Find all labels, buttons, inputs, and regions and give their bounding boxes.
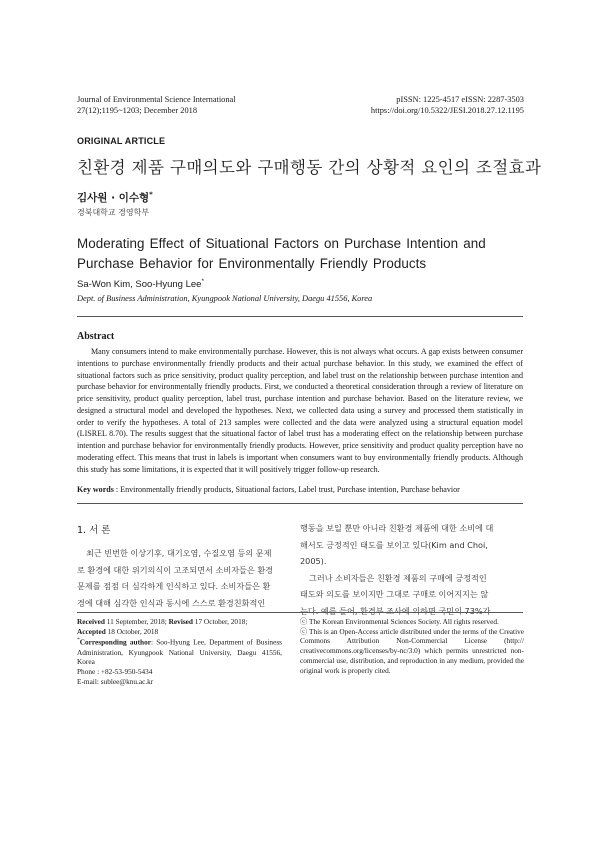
intro-right-column	[300, 520, 524, 619]
english-title-line-2: Purchase Behavior for Environmentally Friendly Products	[77, 256, 427, 271]
body-line: 행동을 보일 뿐만 아니라 친환경 제품에 대한 소비에 대	[300, 523, 494, 533]
divider	[77, 316, 523, 317]
abstract-heading: Abstract	[77, 331, 115, 342]
korean-author-names: 김사원 · 이수형	[77, 192, 150, 204]
abstract-body: Many consumers intend to make environmentally purchase. However, this is not always what occurs. A gap exists between consumer intentions to purchase environmentally friendly products and their actual purchase behavior. In this study, we examined the effect of situational factors such as price sensitivity, product quality perception, and label trust on the relationship between purchase intention and purchase behavior for environmentally friendly products. First, we conducted a theoretical consideration through a review of literature on price sensitivity, product quality perception, label trust, purchase intention and purchase behavior. Based on the literature review, we designed a structural model and developed the hypotheses. Next, we collected data using a survey and processed them statistically in order to verify the hypotheses. A total of 213 samples were collected and the data were analyzed using a structural equation model (LISREL 8.70). The results suggest that the situational factor of label trust has a moderating effect on the relationship between purchase intention and purchase behavior for environmentally friendly products. However, price sensitivity and product quality perception have no moderating effect. This means that trust in labels is important when consumers want to buy environmentally friendly products. Although this study has some limitations, it is expected that it will positively trigger follow-up research.	[77, 347, 523, 474]
keywords-label: Key words	[77, 485, 114, 494]
article-type: ORIGINAL ARTICLE	[77, 136, 166, 146]
license-notice: ⓒ This is an Open-Access article distributed under the terms of the Creative Commons Attribution Non-Commercial License (http:// creativecommons.org/licenses/by-nc/3.0) which permits unrestricted non-commercial use, distribution, and reproduction in any medium, provided the original work is properly cited.	[300, 626, 524, 675]
accepted-date: 18 October, 2018	[105, 626, 159, 636]
divider	[77, 503, 523, 504]
email-link[interactable]: E-mail: sublee@knu.ac.kr	[77, 676, 154, 686]
korean-authors	[77, 190, 153, 205]
journal-name: Journal of Environmental Science International	[77, 95, 236, 104]
footnote-left	[77, 617, 282, 686]
journal-volume: 27(12);1195~1203; December 2018	[77, 106, 198, 115]
phone: Phone : +82-53-950-5434	[77, 666, 153, 676]
corresponding-mark: *	[149, 190, 153, 199]
english-title-line-1: Moderating Effect of Situational Factors on Purchase Intention and	[77, 236, 486, 251]
corresponding-author	[77, 636, 282, 667]
revised-label: Revised	[168, 617, 193, 626]
korean-affiliation: 경북대학교 경영학부	[77, 208, 150, 217]
accepted-line	[77, 627, 282, 637]
keywords-text: : Environmentally friendly products, Situational factors, Label trust, Purchase intention, Purchase behavior	[113, 485, 460, 494]
received-label: Received	[77, 617, 105, 626]
body-line: 태도와 의도를 보이지만 그대로 구매로 이어지지는 않	[300, 589, 489, 599]
body-line: 해서도 긍정적인 태도를 보이고 있다(Kim and Choi,	[300, 539, 488, 550]
journal-citation	[77, 94, 236, 116]
dates-line	[77, 617, 282, 627]
revised-date: 17 October, 2018;	[192, 617, 248, 626]
english-affiliation: Dept. of Business Administration, Kyungpook National University, Daegu 41556, Korea	[77, 294, 373, 303]
keywords	[77, 484, 523, 495]
footnote-right	[300, 617, 524, 675]
section-heading: 1. 서 론	[77, 525, 111, 536]
english-title	[77, 234, 527, 274]
received-date: 11 September, 2018;	[104, 617, 169, 626]
body-line: 2005).	[300, 556, 327, 566]
body-line: 는다. 예를 들어, 환경부 조사에 의하면 국민의 73%가	[300, 605, 491, 616]
body-line: 최근 빈번한 이상기후, 대기오염, 수질오염 등의 문제	[86, 548, 272, 558]
body-line: 로 환경에 대한 위기의식이 고조되면서 소비자들은 환경	[77, 564, 274, 575]
doi-link[interactable]: https://doi.org/10.5322/JESI.2018.27.12.1195	[370, 106, 524, 115]
corresponding-text: : Soo-Hyung Lee, Department of Business Administration, Kyungpook National University, Daegu 41556, Korea	[77, 637, 282, 667]
corresponding-mark: *	[201, 278, 204, 285]
body-line: 경에 대해 심각한 인식과 동시에 스스로 환경친화적인	[77, 597, 266, 608]
copyright-notice: ⓒ The Korean Environmental Sciences Society. All rights reserved.	[300, 617, 499, 626]
body-line: 그러나 소비자들은 친환경 제품의 구매에 긍정적인	[309, 572, 487, 583]
corresponding-label: Corresponding author	[79, 637, 151, 647]
english-authors	[77, 278, 204, 290]
corresponding-mark: *	[77, 637, 80, 644]
issn: pISSN: 1225-4517 eISSN: 2287-3503	[396, 95, 524, 104]
footnote-divider	[77, 612, 523, 613]
body-line: 문제를 점점 더 심각하게 인식하고 있다. 소비자들은 환	[77, 581, 271, 591]
intro-left-column	[77, 545, 291, 611]
accepted-label: Accepted	[77, 626, 106, 636]
korean-title: 친환경 제품 구매의도와 구매행동 간의 상황적 요인의 조절효과	[77, 158, 542, 177]
english-author-names: Sa-Won Kim, Soo-Hyung Lee	[77, 279, 202, 291]
journal-identifiers	[371, 94, 524, 116]
